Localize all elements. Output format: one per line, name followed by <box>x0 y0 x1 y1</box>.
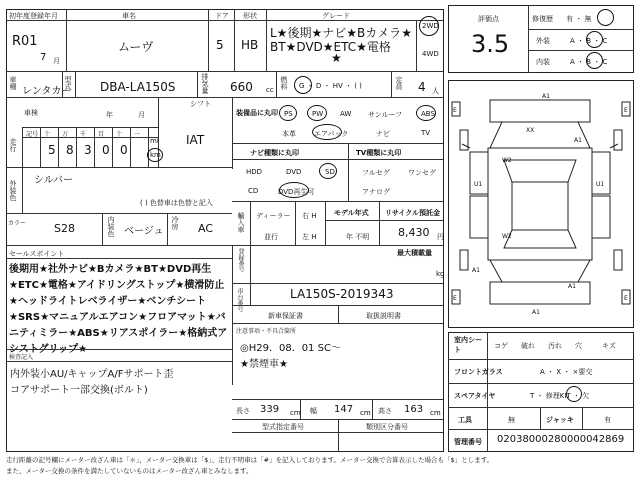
capacity-label: 定員 <box>395 76 403 90</box>
chassis-label: 車台番号 <box>236 288 243 312</box>
mileage-grid-line <box>40 127 41 167</box>
width-unit: cm <box>360 409 371 417</box>
mark-a1-rear: A1 <box>568 283 576 290</box>
equip-item-r1-1: PW <box>312 110 324 118</box>
length-unit: cm <box>290 409 301 417</box>
tools-value: 無 <box>508 416 515 424</box>
equip-item-r1-4: ABS <box>421 110 435 118</box>
displacement-unit: cc <box>266 86 274 94</box>
repair-label: 修復歴 <box>532 15 553 23</box>
displacement-value: 660 <box>230 80 253 94</box>
footer-line2: また、メーター交換の条件を満たしていないものはメーター改ざん車とみなします。 <box>6 467 253 475</box>
equip-item-r1-3: サンルーフ <box>368 111 403 119</box>
right-hand-label: 右 H <box>302 212 317 220</box>
mileage-grid-line <box>22 137 158 138</box>
shape: HB <box>241 38 259 52</box>
equip-item-r2-1: エアバック <box>314 130 349 138</box>
shift-value: IAT <box>186 133 205 147</box>
tools-label: 工具 <box>458 416 472 424</box>
equip-circle-1 <box>307 105 327 121</box>
sheet-item-2: 汚れ <box>548 342 562 350</box>
manual-label: 取扱説明書 <box>366 312 401 320</box>
sheet-item-1: 破れ <box>521 342 535 350</box>
model-name: ムーヴ <box>118 40 154 54</box>
mileage-digit-1: 5 <box>48 143 56 157</box>
mileage-grid-line <box>130 127 131 167</box>
width-label: 幅 <box>310 407 317 415</box>
mileage-digit-5: 0 <box>120 143 128 157</box>
mileage-header-4: 百 <box>98 131 105 138</box>
interior-color-value: ベージュ <box>124 226 164 237</box>
grade-line1: L★後期★ナビ★Bカメラ★ <box>270 26 412 40</box>
shift-label: シフト <box>190 100 211 108</box>
mileage-digit-4: 0 <box>102 143 110 157</box>
mark-a1-bumper: A1 <box>532 309 540 316</box>
mileage-header-0: 記号 <box>26 131 39 138</box>
nav-item-0: HDD <box>246 168 263 176</box>
tv-item-2: アナログ <box>362 188 390 196</box>
type-no-label: 型式指定番号 <box>262 423 304 431</box>
nav-item-2: SD <box>325 168 335 176</box>
equipment-title: 装備品に丸印 <box>236 109 278 117</box>
length-value: 339 <box>260 404 280 415</box>
height-unit: cm <box>430 409 441 417</box>
jack-label: ジャッキ <box>546 416 574 424</box>
repair-none-circle <box>597 9 614 26</box>
color-code: S28 <box>54 222 75 235</box>
drive-4wd: 4WD <box>422 50 439 58</box>
mark-xx: XX <box>526 127 535 134</box>
management-label: 管理番号 <box>454 438 482 446</box>
equip-item-r2-0: 本革 <box>282 130 296 138</box>
sheet-item-4: キズ <box>602 342 616 350</box>
management-value: 02038000280000042869 <box>497 434 625 445</box>
sales-point-label: セールスポイント <box>9 250 65 258</box>
exterior-options: A ・ B ・ C <box>570 37 608 45</box>
model-year-value: 年 不明 <box>346 233 370 241</box>
equip-item-r2-3: TV <box>421 129 431 137</box>
fuel-value: G ・ D ・ HV ・ ( ) <box>299 82 362 90</box>
mileage-digit-3: 3 <box>84 143 92 157</box>
notes-line2: ★禁煙車★ <box>240 359 288 370</box>
equip-circle-0 <box>279 105 297 121</box>
side-e-4: E <box>624 295 628 302</box>
model-label: 車名 <box>122 12 136 20</box>
nav-item-1: DVD <box>286 168 302 176</box>
equip-circle-2 <box>416 105 436 121</box>
spare-tire-label: スペアタイヤ <box>454 392 496 400</box>
color-value: シルバー <box>34 175 74 186</box>
recycle-unit: 円 <box>437 233 444 241</box>
inspection-month-label: 月 <box>138 111 145 119</box>
side-e-1: E <box>453 107 457 114</box>
equip-item-r1-0: PS <box>284 110 293 118</box>
grade-label: グレード <box>322 12 350 20</box>
tv-item-0: フルセグ <box>362 169 390 177</box>
width-value: 147 <box>334 404 354 415</box>
inspection-label: 車検 <box>24 109 38 117</box>
shape-label: 形状 <box>243 12 257 20</box>
mileage-header-3: 千 <box>80 131 87 138</box>
mileage-grid-line <box>94 127 95 167</box>
sheet-item-3: 穴 <box>575 342 582 350</box>
use-label: 車種 <box>9 76 17 90</box>
import-label: 輸入車 <box>237 212 245 233</box>
drive-2wd: 2WD <box>422 22 439 30</box>
interior-label: 内装 <box>536 58 550 66</box>
reg-era: R01 <box>12 34 38 49</box>
exterior-label: 外装 <box>536 37 550 45</box>
tv-title: TV種類に丸印 <box>356 149 402 157</box>
reg-month-unit: 月 <box>53 57 60 65</box>
jack-value: 有 <box>604 416 611 424</box>
grade-line2: BT★DVD★ETC★電格 <box>270 40 391 54</box>
class-no-label: 類別区分番号 <box>366 423 408 431</box>
mark-a1-hood: A1 <box>574 137 582 144</box>
inspector-line1: 内外装小AU/キャップA/Fサポート歪 <box>10 369 174 380</box>
mileage-grid-line <box>76 127 77 167</box>
color-code-label: カラー <box>8 220 27 227</box>
new-car-warranty: 新車保証書 <box>268 312 303 320</box>
height-value: 163 <box>404 404 424 415</box>
mark-w2-rear: W2 <box>502 233 512 240</box>
mark-w2-left: W2 <box>502 157 512 164</box>
equip-item-r1-2: AW <box>340 110 352 118</box>
mileage-header-2: 万 <box>62 131 69 138</box>
displacement-label: 排気量 <box>201 73 209 94</box>
max-load-unit: kg <box>436 270 445 278</box>
exterior-b-circle <box>586 31 603 48</box>
mileage-label: 走行 <box>9 138 17 152</box>
sheet-item-0: コゲ <box>494 342 508 350</box>
reg-year-label: 初年度登録年月 <box>9 12 58 20</box>
interior-options: A ・ B ・ C <box>570 58 608 66</box>
front-glass-label: フロントガラス <box>454 368 503 376</box>
mileage-unit-km: km <box>150 151 161 159</box>
spare-kit-circle <box>566 386 582 402</box>
nav-circle-0 <box>319 163 337 179</box>
ac-value: AC <box>198 222 214 235</box>
max-load-label: 最大積載量 <box>397 249 432 257</box>
interior-b-circle <box>586 52 603 69</box>
reg-month: 7 <box>40 52 47 63</box>
nav-item-3: CD <box>248 187 259 195</box>
nav-circle-1 <box>279 182 309 198</box>
model-year-label: モデル年式 <box>334 209 369 217</box>
mileage-grid-line <box>112 127 113 167</box>
car-diagram <box>450 82 632 326</box>
mileage-grid-line <box>148 127 149 167</box>
dealer-label: ディーラー <box>256 212 291 220</box>
mark-a1-front: A1 <box>542 93 550 100</box>
score-value: 3.5 <box>471 30 510 58</box>
footer-line1: 走行距離の記号欄にメーター改ざん車は「＊」、メーター交換車は「$」、走行不明車は「#」を記入しております。メーター交換で合算表示した場合も「$」とします。 <box>6 456 494 464</box>
left-hand-label: 左 H <box>302 233 317 241</box>
recycle-value: 8,430 <box>398 226 430 239</box>
equip-circle-3 <box>312 124 342 140</box>
mileage-header-5: 十 <box>116 131 123 138</box>
recycle-label: リサイクル預託金 <box>385 209 441 217</box>
capacity-unit: 人 <box>432 87 439 95</box>
interior-color-label: 内装色 <box>107 216 115 237</box>
mileage-header-1: 十 <box>44 131 51 138</box>
inspector-line2: コアサポート一部交換(ボルト) <box>10 385 148 396</box>
type-label: 型式 <box>64 76 72 90</box>
inspector-label: 検査記入 <box>9 354 34 361</box>
length-label: 長さ <box>236 407 250 415</box>
mark-a1-quarter: A1 <box>472 267 480 274</box>
side-e-3: E <box>453 295 457 302</box>
repair-options: 有 ・ 無 <box>566 15 592 23</box>
nav-item-4: DVD再生可 <box>278 188 315 196</box>
capacity-value: 4 <box>418 80 426 94</box>
front-glass-value: A ・ X ・ ×要交 <box>540 368 593 376</box>
side-e-2: E <box>624 107 628 114</box>
mileage-unit-mi: mi <box>150 137 159 145</box>
doors: 5 <box>216 38 224 52</box>
equip-item-r2-2: ナビ <box>376 130 390 138</box>
mileage-grid-line <box>58 127 59 167</box>
sales-point-text: 後期用★社外ナビ★Bカメラ★BT★DVD再生★ETC★電格★アイドリングストップ★横滑防止★ヘッドライトレベライザー★ベンチシート★SRS★マニュアルエアコン★フロアマット★バニティミラー★ABS★リアスポイラー★格納式アシストグリップ★ <box>9 264 228 355</box>
mileage-digit-2: 8 <box>66 143 74 157</box>
color-label: 外装色 <box>9 180 17 201</box>
mark-u1-right: U1 <box>596 181 605 188</box>
reg-plate-label: 登録番号 <box>237 248 244 272</box>
color-note: ( ) 色替車は色替と記入 <box>140 199 213 207</box>
chassis-value: LA150S-2019343 <box>290 287 394 301</box>
height-label: 高さ <box>378 407 392 415</box>
mileage-header-6: 一 <box>134 131 141 138</box>
tv-item-1: ワンセグ <box>408 169 436 177</box>
inspection-year-label: 年 <box>106 111 113 119</box>
type-value: DBA-LA150S <box>100 80 176 94</box>
notes-label: 注意事項・不具合箇所 <box>236 328 297 335</box>
nav-title: ナビ種類に丸印 <box>250 149 299 157</box>
grade-line3: ★ <box>331 51 342 65</box>
ac-label: 冷房 <box>171 216 179 230</box>
mark-u1-left: U1 <box>474 181 483 188</box>
notes-line1: ◎H29．08．01 SC〜 <box>240 343 341 354</box>
score-label: 評価点 <box>478 15 499 23</box>
use-value: レンタカー <box>22 86 72 97</box>
parallel-label: 並行 <box>264 233 278 241</box>
spare-tire-value: T ・ 修理KIT ・ 欠 <box>530 392 590 400</box>
interior-sheet-label: 室内シート <box>454 336 482 354</box>
fuel-label: 燃料 <box>280 76 288 90</box>
door-label: ドア <box>215 12 229 20</box>
